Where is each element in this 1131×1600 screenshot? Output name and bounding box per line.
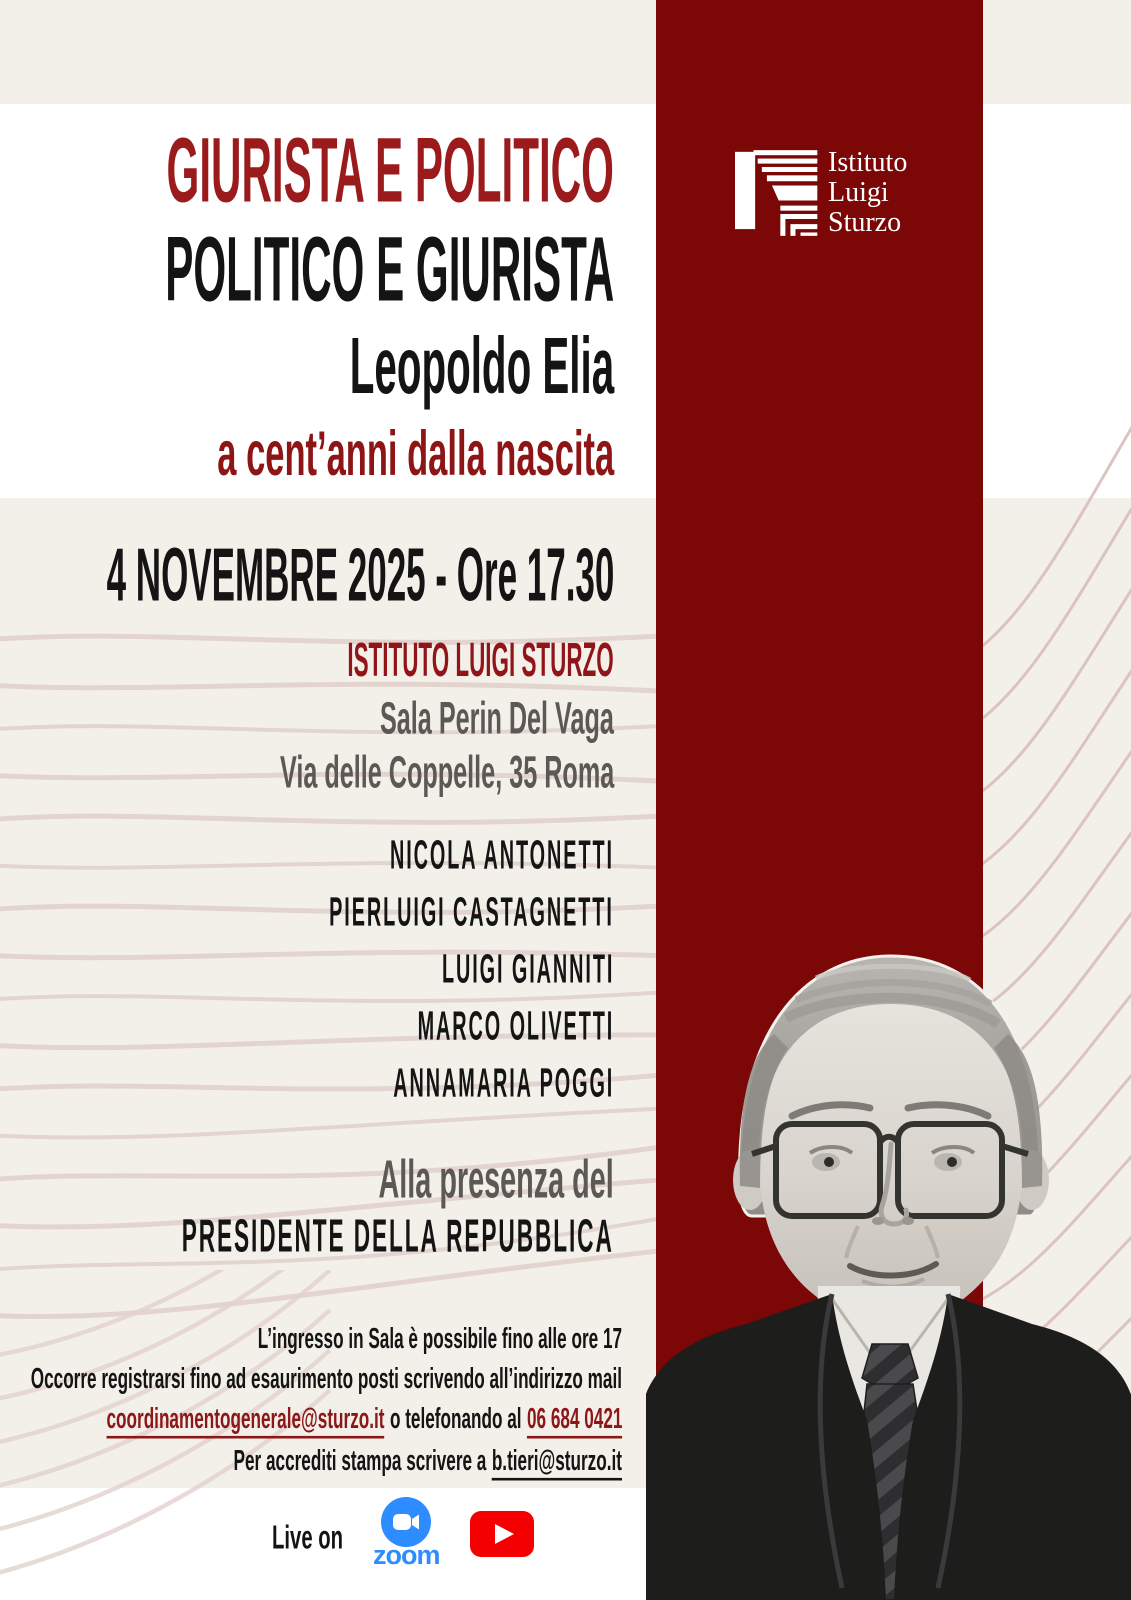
zoom-logo[interactable] xyxy=(373,1497,440,1571)
presence-name: PRESIDENTE DELLA REPUBBLICA xyxy=(181,1208,614,1262)
info-line-3 xyxy=(0,1402,622,1435)
zoom-wordmark: zoom xyxy=(373,1540,440,1570)
logo-line-2: Luigi xyxy=(828,177,889,208)
info-line-1: L’ingresso in Sala è possibile fino alle ore 17 xyxy=(257,1322,622,1355)
speaker-item: MARCO OLIVETTI xyxy=(417,1002,614,1049)
live-on-label: Live on xyxy=(272,1517,344,1557)
youtube-play-icon[interactable] xyxy=(470,1511,534,1557)
event-date: 4 NOVEMBRE 2025 - Ore 17.30 xyxy=(106,533,614,617)
logo-line-1: Istituto xyxy=(828,147,908,178)
info-line-3-mid: o telefonando al xyxy=(389,1402,522,1435)
speaker-item: PIERLUIGI CASTAGNETTI xyxy=(329,888,614,935)
leopoldo-elia-portrait-photo xyxy=(646,948,1131,1600)
registration-email-link[interactable]: coordinamentogenerale@sturzo.it xyxy=(106,1402,384,1438)
logo-line-3: Sturzo xyxy=(828,207,902,238)
venue-room: Sala Perin Del Vaga xyxy=(380,693,614,744)
speaker-item: ANNAMARIA POGGI xyxy=(393,1059,614,1106)
press-email-link[interactable]: b.tieri@sturzo.it xyxy=(492,1444,622,1480)
info-line-4-pre: Per accrediti stampa scrivere a xyxy=(233,1444,487,1477)
title-line-1: GIURISTA E POLITICO xyxy=(166,120,614,223)
phone-link[interactable]: 06 684 0421 xyxy=(527,1402,622,1438)
sturzo-columns-icon xyxy=(735,150,819,236)
info-line-4 xyxy=(124,1444,622,1477)
info-line-2: Occorre registrarsi fino ad esaurimento posti scrivendo all’indirizzo mail xyxy=(30,1362,622,1395)
venue-address: Via delle Coppelle, 35 Roma xyxy=(279,747,614,798)
live-streaming-row xyxy=(252,1497,534,1571)
title-line-2: POLITICO E GIURISTA xyxy=(165,219,614,322)
institute-logo-text xyxy=(828,148,907,238)
title-line-3: Leopoldo Elia xyxy=(349,320,614,411)
venue-name: ISTITUTO LUIGI STURZO xyxy=(347,632,614,687)
speaker-item: NICOLA ANTONETTI xyxy=(390,831,614,878)
speaker-item: LUIGI GIANNITI xyxy=(441,945,614,992)
title-line-4: a cent’anni dalla nascita xyxy=(217,417,614,489)
presence-intro: Alla presenza del xyxy=(378,1150,614,1210)
